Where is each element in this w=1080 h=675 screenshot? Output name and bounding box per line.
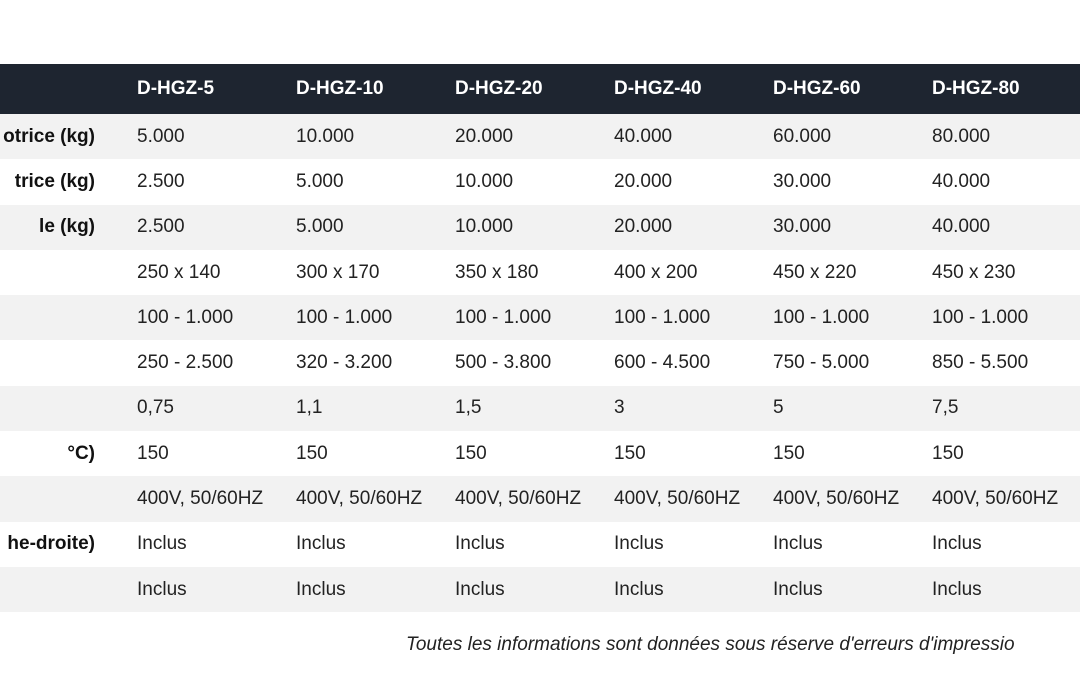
table-cell: 5.000 — [137, 125, 185, 147]
table-cell: 20.000 — [614, 170, 673, 192]
row-label-cell — [0, 114, 100, 159]
table-cell: 10.000 — [455, 216, 514, 238]
table-cell: 400V, 50/60HZ — [296, 488, 423, 510]
row-label-cell — [0, 386, 100, 431]
table-row — [0, 567, 1080, 612]
table-cell: Inclus — [932, 533, 982, 555]
table-cell: 2.500 — [137, 216, 185, 238]
table-cell: 20.000 — [614, 216, 673, 238]
table-cell: 80.000 — [932, 125, 991, 147]
table-row — [0, 340, 1080, 385]
table-cell: 150 — [773, 442, 805, 464]
table-cell: 30.000 — [773, 216, 832, 238]
table-cell: Inclus — [773, 578, 823, 600]
table-cell: 10.000 — [296, 125, 355, 147]
row-label-cell — [0, 567, 100, 612]
table-row — [0, 159, 1080, 204]
row-label-cell — [0, 250, 100, 295]
table-cell: 100 - 1.000 — [296, 306, 393, 328]
table-cell: Inclus — [296, 533, 346, 555]
row-label-cell — [0, 476, 100, 521]
table-cell: Inclus — [137, 533, 187, 555]
column-header: D-HGZ-5 — [137, 78, 215, 99]
table-cell: 400V, 50/60HZ — [614, 488, 741, 510]
table-cell: 400V, 50/60HZ — [137, 488, 264, 510]
table-cell: 1,1 — [296, 397, 323, 419]
table-cell: 150 — [932, 442, 964, 464]
table-cell: 400 x 200 — [614, 261, 698, 283]
table-cell: Inclus — [296, 578, 346, 600]
row-label-cell — [0, 340, 100, 385]
table-cell: 60.000 — [773, 125, 832, 147]
table-row — [0, 476, 1080, 521]
table-row — [0, 386, 1080, 431]
row-label-cell — [0, 159, 100, 204]
row-label: °C) — [67, 442, 95, 464]
table-cell: 400V, 50/60HZ — [455, 488, 582, 510]
column-header: D-HGZ-40 — [614, 78, 702, 99]
column-header: D-HGZ-10 — [296, 78, 384, 99]
table-cell: 100 - 1.000 — [932, 306, 1029, 328]
table-cell: 600 - 4.500 — [614, 352, 711, 374]
table-cell: 100 - 1.000 — [773, 306, 870, 328]
table-cell: 5.000 — [296, 170, 344, 192]
table-cell: 150 — [296, 442, 328, 464]
table-cell: 320 - 3.200 — [296, 352, 393, 374]
table-cell: 30.000 — [773, 170, 832, 192]
column-header: D-HGZ-60 — [773, 78, 861, 99]
column-header: D-HGZ-80 — [932, 78, 1020, 99]
row-label: otrice (kg) — [3, 125, 95, 147]
table-cell: Inclus — [455, 533, 505, 555]
table-cell: 400V, 50/60HZ — [773, 488, 900, 510]
row-label: le (kg) — [39, 216, 95, 238]
table-row — [0, 522, 1080, 567]
table-cell: 150 — [614, 442, 646, 464]
row-label: he-droite) — [7, 533, 95, 555]
row-label: trice (kg) — [14, 170, 95, 192]
table-cell: Inclus — [455, 578, 505, 600]
table-cell: 10.000 — [455, 170, 514, 192]
table-row — [0, 295, 1080, 340]
table-cell: 40.000 — [932, 170, 991, 192]
table-cell: 400V, 50/60HZ — [932, 488, 1059, 510]
table-cell: 5 — [773, 397, 784, 419]
table-row — [0, 205, 1080, 250]
table-cell: 450 x 230 — [932, 261, 1016, 283]
table-cell: 40.000 — [932, 216, 991, 238]
spec-table — [0, 64, 1080, 612]
table-row — [0, 114, 1080, 159]
table-cell: 100 - 1.000 — [137, 306, 234, 328]
table-header-row — [0, 64, 1080, 114]
table-cell: 1,5 — [455, 397, 482, 419]
table-cell: 100 - 1.000 — [455, 306, 552, 328]
table-cell: 0,75 — [137, 397, 174, 419]
disclaimer-footnote: Toutes les informations sont données sous réserve d'erreurs d'impressio — [406, 634, 1015, 655]
table-cell: Inclus — [932, 578, 982, 600]
row-label-cell — [0, 295, 100, 340]
table-cell: 3 — [614, 397, 625, 419]
column-header: D-HGZ-20 — [455, 78, 543, 99]
table-cell: 500 - 3.800 — [455, 352, 552, 374]
table-cell: 150 — [137, 442, 169, 464]
table-cell: Inclus — [773, 533, 823, 555]
table-cell: 5.000 — [296, 216, 344, 238]
table-cell: 250 - 2.500 — [137, 352, 234, 374]
table-cell: 350 x 180 — [455, 261, 539, 283]
table-cell: 250 x 140 — [137, 261, 221, 283]
table-cell: 750 - 5.000 — [773, 352, 870, 374]
table-cell: 100 - 1.000 — [614, 306, 711, 328]
row-label-cell — [0, 522, 100, 567]
table-cell: 7,5 — [932, 397, 959, 419]
table-cell: Inclus — [614, 578, 664, 600]
table-cell: 20.000 — [455, 125, 514, 147]
table-cell: Inclus — [137, 578, 187, 600]
table-row — [0, 250, 1080, 295]
table-cell: 150 — [455, 442, 487, 464]
table-cell: Inclus — [614, 533, 664, 555]
table-cell: 850 - 5.500 — [932, 352, 1029, 374]
table-cell: 40.000 — [614, 125, 673, 147]
table-cell: 450 x 220 — [773, 261, 857, 283]
row-label-cell — [0, 431, 100, 476]
row-label-cell — [0, 205, 100, 250]
table-cell: 300 x 170 — [296, 261, 380, 283]
table-cell: 2.500 — [137, 170, 185, 192]
table-row — [0, 431, 1080, 476]
